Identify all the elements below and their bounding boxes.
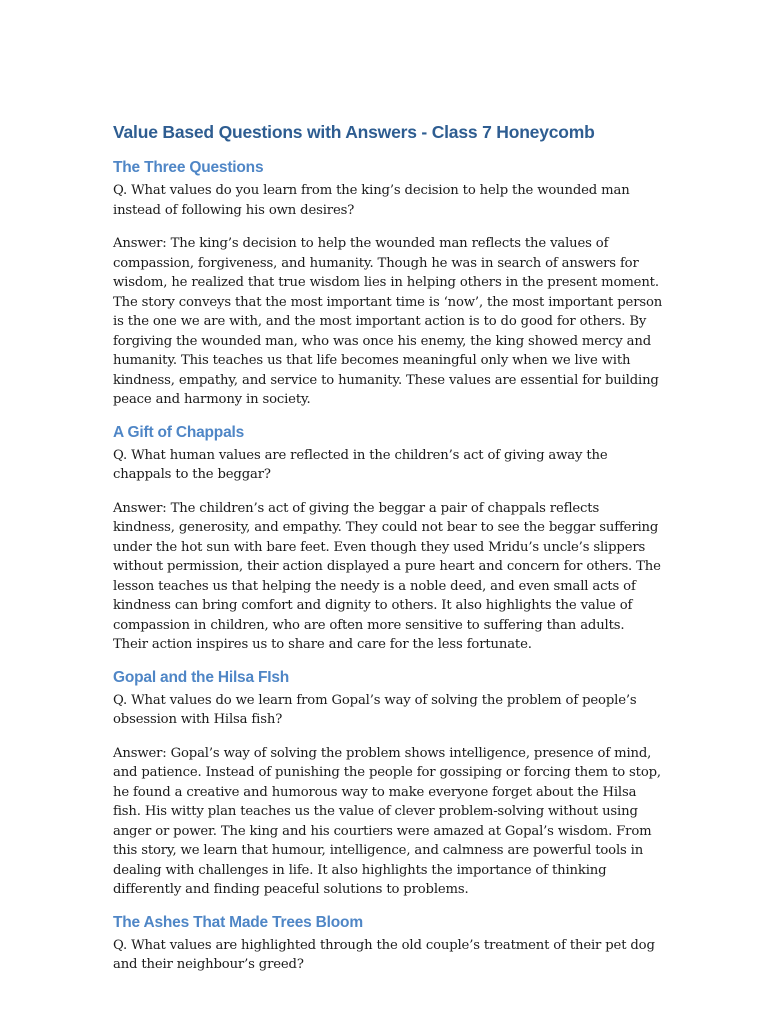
section-a-gift-of-chappals — [113, 424, 663, 655]
answer-text: Answer: Gopal’s way of solving the problem shows intelligence, presence of mind, and patience. Instead of punishing the people for gossiping or forcing them to stop, he found a creative and humorous way to make everyone forget about the Hilsa fish. His witty plan teaches us the value of clever problem-solving without using anger or power. The king and his courtiers were amazed at Gopal’s wisdom. From this story, we learn that humour, intelligence, and calmness are powerful tools in dealing with challenges in life. It also highlights the importance of thinking differently and finding peaceful solutions to problems. — [113, 745, 661, 897]
section-heading: The Three Questions — [113, 159, 264, 176]
section-heading: The Ashes That Made Trees Bloom — [113, 913, 363, 931]
question-text: Q. What values are highlighted through the old couple’s treatment of their pet dog and their neighbour’s greed? — [113, 937, 655, 972]
question-text: Q. What values do you learn from the king’s decision to help the wounded man instead of following his own desires? — [113, 183, 630, 218]
section-heading: A Gift of Chappals — [113, 423, 245, 441]
question-text: Q. What human values are reflected in the children’s act of giving away the chappals to the beggar? — [113, 447, 608, 482]
answer-text: Answer: The children’s act of giving the beggar a pair of chappals reflects kindness, generosity, and empathy. They could not bear to see the beggar suffering under the hot sun with bare feet. Even though they used Mridu’s uncle’s slippers without permission, their action displayed a pure heart and concern for others. The lesson teaches us that helping the needy is a noble deed, and even small acts of kindness can bring comfort and dignity to others. It also highlights the value of compassion in children, who are often more sensitive to suffering than adults. Their action inspires us to share and care for the less fortunate. — [113, 500, 661, 652]
section-the-three-questions — [113, 159, 663, 410]
question-text: Q. What values do we learn from Gopal’s way of solving the problem of people’s obsession with Hilsa fish? — [113, 692, 637, 727]
page-title: Value Based Questions with Answers - Class 7 Honeycomb — [113, 122, 595, 142]
section-gopal-and-the-hilsa-fish — [113, 669, 663, 900]
answer-text: Answer: The king’s decision to help the wounded man reflects the values of compassion, forgiveness, and humanity. Though he was in search of answers for wisdom, he realized that true wisdom lies in helping others in the present moment. The story conveys that the most important time is ‘now’, the most important person is the one we are with, and the most important action is to do good for others. By forgiving the wounded man, who was once his enemy, the king showed mercy and humanity. This teaches us that life becomes meaningful only when we live with kindness, empathy, and service to humanity. These values are essential for building peace and harmony in society. — [113, 236, 663, 407]
section-the-ashes-that-made-trees-bloom — [113, 914, 663, 975]
section-heading: Gopal and the Hilsa FIsh — [113, 668, 290, 686]
